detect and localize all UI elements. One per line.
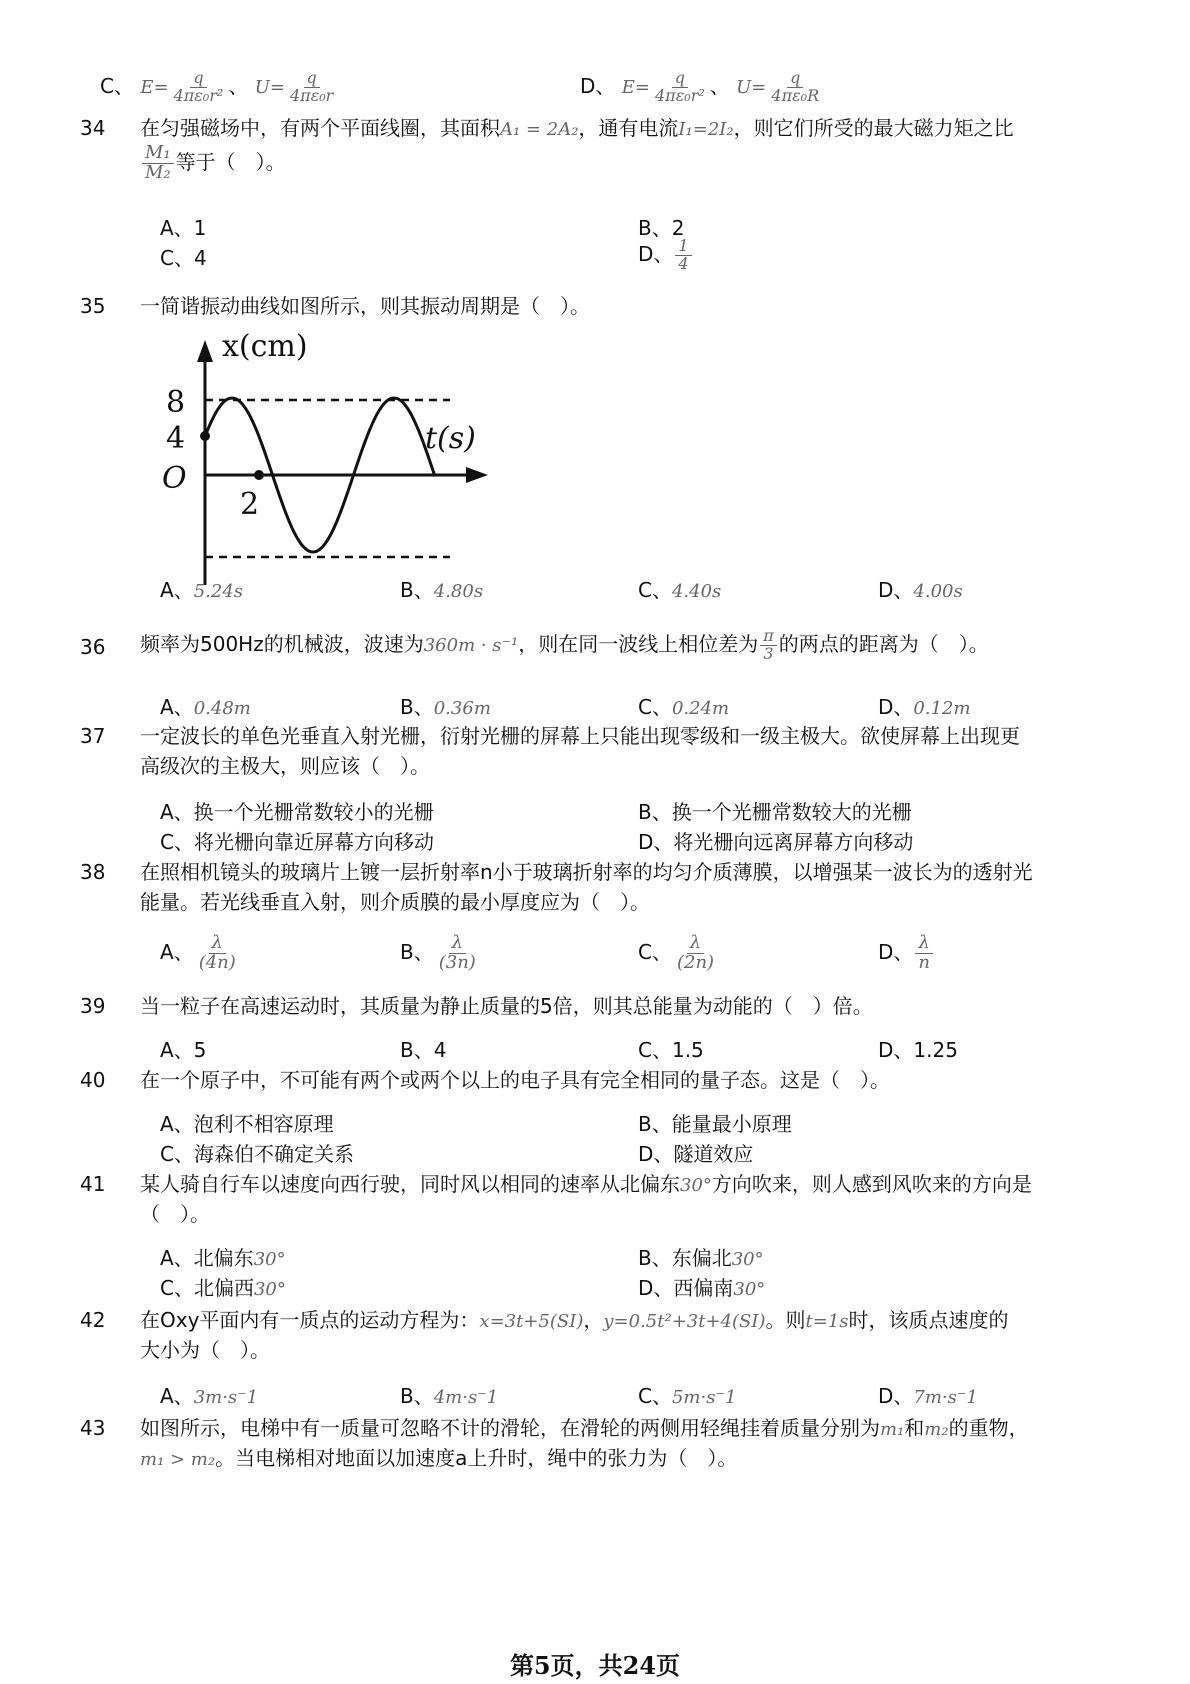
question-38-line2: 能量。若光线垂直入射，则介质膜的最小厚度应为（ ）。 bbox=[140, 890, 650, 914]
question-38-line1: 在照相机镜头的玻璃片上镀一层折射率n小于玻璃折射率的均匀介质薄膜，以增强某一波长为的透射光 bbox=[140, 860, 1033, 884]
page-footer: 第5页，共24页 bbox=[509, 1651, 681, 1680]
start-point bbox=[200, 431, 210, 441]
question-40-text: 在一个原子中，不可能有两个或两个以上的电子具有完全相同的量子态。这是（ ）。 bbox=[140, 1068, 890, 1092]
question-39-text: 当一粒子在高速运动时，其质量为静止质量的5倍，则其总能量为动能的（ ）倍。 bbox=[140, 994, 873, 1018]
option-a[interactable]: A、3m·s⁻1 bbox=[160, 1384, 259, 1408]
option-a[interactable]: A、5.24s bbox=[160, 578, 244, 602]
option-c[interactable]: C、北偏西30° bbox=[160, 1276, 286, 1300]
oscillation-graph bbox=[150, 330, 490, 590]
option-b[interactable]: B、4m·s⁻1 bbox=[400, 1384, 499, 1408]
tick-label-8: 8 bbox=[166, 385, 186, 420]
question-number: 34 bbox=[80, 116, 106, 140]
question-34-line2: $\frac{\text{M₁}}{\text{M₂}}$ 等于（ ）。 bbox=[140, 144, 286, 183]
question-number: 42 bbox=[80, 1308, 106, 1332]
option-c[interactable]: C、0.24m bbox=[638, 695, 730, 719]
option-a[interactable]: A、北偏东30° bbox=[160, 1246, 286, 1270]
option-b[interactable]: B、 $\frac{\lambda}{(3n)}$ bbox=[400, 932, 476, 973]
option-b[interactable]: B、0.36m bbox=[400, 695, 491, 719]
y-axis-arrow bbox=[197, 340, 213, 362]
option-a[interactable]: A、 $\frac{\lambda}{(4n)}$ bbox=[160, 932, 236, 973]
option-a[interactable]: A、换一个光栅常数较小的光栅 bbox=[160, 800, 434, 824]
question-number: 40 bbox=[80, 1068, 106, 1092]
question-42-line2: 大小为（ ）。 bbox=[140, 1338, 270, 1362]
prev-option-c: C、 E= $\frac{q}{\text{4πε₀r²}}$ 、 U= $\frac{q}{\text{4πε₀r}}$ bbox=[100, 68, 334, 105]
option-c[interactable]: C、4.40s bbox=[638, 578, 722, 602]
tick-label-2: 2 bbox=[240, 487, 260, 522]
option-a[interactable]: A、0.48m bbox=[160, 695, 251, 719]
option-d[interactable]: D、将光栅向远离屏幕方向移动 bbox=[638, 830, 914, 854]
origin-label: O bbox=[162, 461, 187, 496]
question-number: 35 bbox=[80, 294, 106, 318]
option-a[interactable]: A、泡利不相容原理 bbox=[160, 1112, 334, 1136]
option-c[interactable]: C、5m·s⁻1 bbox=[638, 1384, 737, 1408]
option-c[interactable]: C、4 bbox=[160, 246, 207, 270]
option-d[interactable]: D、1.25 bbox=[878, 1038, 958, 1062]
question-35-text: 一简谐振动曲线如图所示，则其振动周期是（ ）。 bbox=[140, 294, 590, 318]
tick-label-4: 4 bbox=[166, 421, 186, 456]
option-d[interactable]: D、西偏南30° bbox=[638, 1276, 766, 1300]
option-d[interactable]: D、 $\frac{\lambda}{n}$ bbox=[878, 934, 935, 973]
option-d[interactable]: D、0.12m bbox=[878, 695, 971, 719]
option-c[interactable]: C、1.5 bbox=[638, 1038, 704, 1062]
question-number: 38 bbox=[80, 860, 106, 884]
option-b[interactable]: B、4.80s bbox=[400, 578, 484, 602]
question-37-line2: 高级次的主极大，则应该（ ）。 bbox=[140, 754, 430, 778]
option-b[interactable]: B、东偏北30° bbox=[638, 1246, 764, 1270]
option-d[interactable]: D、7m·s⁻1 bbox=[878, 1384, 978, 1408]
question-41-line2: （ ）。 bbox=[140, 1202, 210, 1226]
option-b[interactable]: B、2 bbox=[638, 216, 685, 240]
t-axis-arrow bbox=[466, 467, 488, 483]
option-c[interactable]: C、 $\frac{\lambda}{(2n)}$ bbox=[638, 932, 715, 973]
question-number: 41 bbox=[80, 1172, 106, 1196]
question-42-line1: 在Oxy平面内有一质点的运动方程为：x=3t+5(SI)，y=0.5t²+3t+4(SI)。则t=1s时，该质点速度的 bbox=[140, 1308, 1009, 1332]
question-36-text: 频率为500Hz的机械波，波速为360m · s⁻¹，则在同一波线上相位差为 $\frac{\pi}{3}$ 的两点的距离为（ ）。 bbox=[140, 626, 989, 663]
question-number: 39 bbox=[80, 994, 106, 1018]
prev-option-d: D、 E= $\frac{q}{\text{4πε₀r²}}$ 、 U= $\frac{q}{\text{4πε₀R}}$ bbox=[580, 68, 820, 105]
question-number: 37 bbox=[80, 724, 106, 748]
question-41-line1: 某人骑自行车以速度向西行驶，同时风以相同的速率从北偏东30°方向吹来，则人感到风吹来的方向是 bbox=[140, 1172, 1032, 1196]
question-number: 36 bbox=[80, 635, 106, 659]
question-37-line1: 一定波长的单色光垂直入射光栅，衍射光栅的屏幕上只能出现零级和一级主极大。欲使屏幕上出现更 bbox=[140, 724, 1020, 748]
option-b[interactable]: B、换一个光栅常数较大的光栅 bbox=[638, 800, 912, 824]
question-43-line1: 如图所示，电梯中有一质量可忽略不计的滑轮，在滑轮的两侧用轻绳挂着质量分别为m₁和m₂的重物， bbox=[140, 1416, 1029, 1440]
option-c[interactable]: C、海森伯不确定关系 bbox=[160, 1142, 354, 1166]
question-43-line2: m₁ > m₂。当电梯相对地面以加速度a上升时，绳中的张力为（ ）。 bbox=[140, 1446, 738, 1470]
y-axis-label: x(cm) bbox=[222, 330, 308, 364]
option-a[interactable]: A、5 bbox=[160, 1038, 207, 1062]
option-a[interactable]: A、1 bbox=[160, 216, 207, 240]
option-c[interactable]: C、将光栅向靠近屏幕方向移动 bbox=[160, 830, 434, 854]
option-d[interactable]: D、隧道效应 bbox=[638, 1142, 754, 1166]
zero-crossing-point bbox=[254, 470, 264, 480]
option-b[interactable]: B、4 bbox=[400, 1038, 447, 1062]
question-number: 43 bbox=[80, 1416, 106, 1440]
t-axis-label: t(s) bbox=[425, 421, 476, 456]
option-d[interactable]: D、 $\frac{1}{4}$ bbox=[638, 238, 694, 273]
option-d[interactable]: D、4.00s bbox=[878, 578, 963, 602]
question-34-text: 在匀强磁场中，有两个平面线圈，其面积A₁ = 2A₂，通有电流I₁=2I₂，则它们所受的最大磁力矩之比 bbox=[140, 116, 1014, 140]
option-b[interactable]: B、能量最小原理 bbox=[638, 1112, 792, 1136]
